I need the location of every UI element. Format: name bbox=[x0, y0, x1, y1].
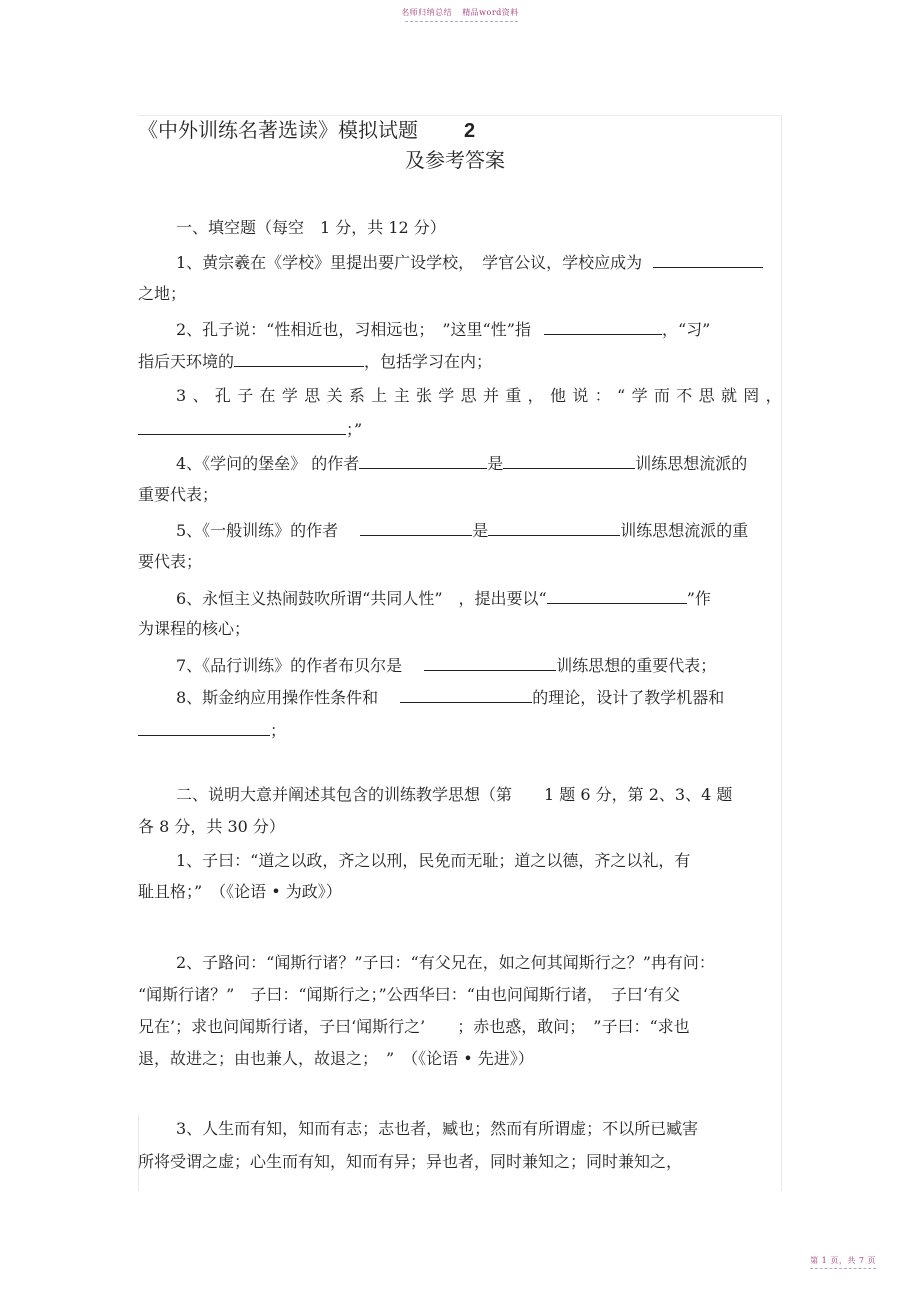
footer-rule bbox=[810, 1268, 876, 1269]
q1-blank bbox=[653, 251, 763, 268]
q3-char: 主 bbox=[393, 386, 410, 405]
q3-char: “ bbox=[617, 386, 626, 405]
section2-heading-line2: 各 8 分，共 30 分） bbox=[138, 817, 285, 836]
q3-blank bbox=[138, 418, 346, 435]
q3-char: 思 bbox=[304, 386, 321, 405]
q3-char: 而 bbox=[653, 386, 670, 405]
question8-line1 bbox=[138, 686, 820, 708]
s2-question1-line2: 耻且格；” （《论语 • 为政》） bbox=[138, 882, 342, 901]
q8-blank-2 bbox=[138, 719, 270, 736]
q5-blank-2 bbox=[488, 519, 620, 536]
page-title bbox=[138, 117, 475, 144]
q4-blank-1 bbox=[359, 452, 487, 469]
q1-text: 1、黄宗羲在《学校》里提出要广设学校， 学官公议，学校应成为 bbox=[176, 253, 643, 272]
question3-line1 bbox=[138, 386, 782, 406]
q6-text-2: ”作 bbox=[686, 589, 711, 608]
q3-char: 他 bbox=[550, 386, 567, 405]
question6-line2: 为课程的核心； bbox=[138, 619, 251, 638]
q5-text-2: 是 bbox=[472, 521, 489, 540]
header-left-text: 名师归纳总结 bbox=[401, 8, 453, 17]
question2-line2 bbox=[138, 350, 782, 372]
q3-char: 说 bbox=[572, 386, 589, 405]
q3-char: ， bbox=[765, 386, 782, 405]
q3-char: 不 bbox=[676, 386, 693, 405]
q4-text-2: 是 bbox=[487, 454, 504, 473]
page-number: 第 1 页，共 7 页 bbox=[810, 1256, 876, 1265]
s2-question3-line2: 所将受谓之虚；心生而有知，知而有异；异也者，同时兼知之；同时兼知之， bbox=[138, 1152, 683, 1171]
question2-line1 bbox=[138, 318, 820, 340]
q5-blank-1 bbox=[360, 519, 472, 536]
q3-char: 学 bbox=[438, 386, 455, 405]
s2-question2-line4: 退，故进之；由也兼人，故退之； ” （《论语 • 先进》） bbox=[138, 1049, 534, 1068]
question7-line bbox=[138, 654, 820, 676]
s2-question2-line3: 兄在’；求也问闻斯行诸，子曰‘闻斯行之’ ；赤也惑，敢问； ”子曰：“求也 bbox=[138, 1017, 690, 1036]
question4-line1 bbox=[138, 452, 820, 474]
title-number: 2 bbox=[464, 120, 476, 142]
q2-text-4: ，包括学习在内； bbox=[364, 352, 493, 371]
q5-text-3: 训练思想流派的重 bbox=[620, 521, 749, 540]
question1-line2: 之地； bbox=[138, 284, 187, 303]
q8-text-2: 的理论，设计了教学机器和 bbox=[532, 688, 725, 707]
s2-question3-line1: 3、人生而有知，知而有志；志也者，臧也；然而有所谓虚；不以所已臧害 bbox=[176, 1119, 699, 1138]
s2-question2-line1: 2、子路问：“闻斯行诸？”子曰：“有父兄在，如之何其闻斯行之？”冉有问： bbox=[176, 953, 715, 972]
q2-text-3: 指后天环境的 bbox=[138, 352, 235, 371]
s2-question1-line1: 1、子曰：“道之以政，齐之以刑，民免而无耻；道之以德，齐之以礼，有 bbox=[176, 851, 691, 870]
q8-text: 8、斯金纳应用操作性条件和 bbox=[176, 688, 395, 707]
q5-text: 5、《一般训练》的作者 bbox=[176, 521, 355, 540]
q8-blank-1 bbox=[400, 686, 532, 703]
q3-char: 思 bbox=[698, 386, 715, 405]
q4-text: 4、《学问的堡垒》 的作者 bbox=[176, 454, 360, 473]
question1-line1 bbox=[138, 251, 820, 273]
q6-blank bbox=[547, 587, 687, 604]
q2-text: 2、孔子说：“性相近也，习相远也； ”这里“性”指 bbox=[176, 320, 531, 339]
q3-char: 系 bbox=[348, 386, 365, 405]
question5-line2: 要代表； bbox=[138, 552, 203, 571]
q3-char: ： bbox=[594, 386, 611, 405]
question5-line1 bbox=[138, 519, 820, 541]
q2-blank-1 bbox=[544, 318, 662, 335]
q3-char: 3 bbox=[176, 386, 187, 405]
q3-char: 学 bbox=[631, 386, 648, 405]
section1-heading: 一、填空题（每空 1 分，共 12 分） bbox=[176, 218, 446, 237]
q4-text-3: 训练思想流派的 bbox=[635, 454, 748, 473]
q3-text-end: ；” bbox=[346, 420, 363, 439]
q6-text: 6、永恒主义热闹鼓吹所谓“共同人性” ，提出要以“ bbox=[176, 589, 547, 608]
q3-char: 学 bbox=[281, 386, 298, 405]
q3-char: 思 bbox=[460, 386, 477, 405]
q3-char: 并 bbox=[482, 386, 499, 405]
header-right-text: 精品word资料 bbox=[462, 8, 519, 17]
q3-char: 子 bbox=[237, 386, 254, 405]
s2-question2-line2: “闻斯行诸？” 子曰：“闻斯行之；”公西华曰：“由也问闻斯行诸， 子曰‘有父 bbox=[138, 985, 680, 1004]
q2-text-2: ，“习” bbox=[662, 320, 711, 339]
page-subtitle: 及参考答案 bbox=[405, 148, 505, 172]
q8-text-end: ； bbox=[270, 721, 287, 740]
q7-blank bbox=[424, 654, 556, 671]
q3-char: 关 bbox=[326, 386, 343, 405]
title-text: 《中外训练名著选读》模拟试题 bbox=[138, 118, 418, 142]
q3-char: 在 bbox=[259, 386, 276, 405]
question3-line2 bbox=[138, 418, 782, 440]
question4-line2: 重要代表； bbox=[138, 485, 219, 504]
q3-char: 张 bbox=[415, 386, 432, 405]
q3-char: 重 bbox=[505, 386, 522, 405]
q3-char: 孔 bbox=[214, 386, 231, 405]
question8-line2 bbox=[138, 719, 782, 741]
q2-blank-2 bbox=[234, 350, 364, 367]
q3-char: ， bbox=[527, 386, 544, 405]
q3-char: 罔 bbox=[743, 386, 760, 405]
q3-char: 上 bbox=[371, 386, 388, 405]
frame-top-line bbox=[138, 115, 782, 116]
section2-heading-line1: 二、说明大意并阐述其包含的训练教学思想（第 1 题 6 分，第 2、3、4 题 bbox=[176, 785, 733, 804]
header-rule bbox=[405, 21, 518, 22]
q7-text: 7、《品行训练》的作者布贝尔是 bbox=[176, 656, 419, 675]
q4-blank-2 bbox=[503, 452, 635, 469]
q3-char: 就 bbox=[720, 386, 737, 405]
q7-text-2: 训练思想的重要代表； bbox=[556, 656, 717, 675]
q3-char: 、 bbox=[192, 386, 209, 405]
question6-line1 bbox=[138, 587, 820, 609]
page-header bbox=[0, 7, 920, 18]
